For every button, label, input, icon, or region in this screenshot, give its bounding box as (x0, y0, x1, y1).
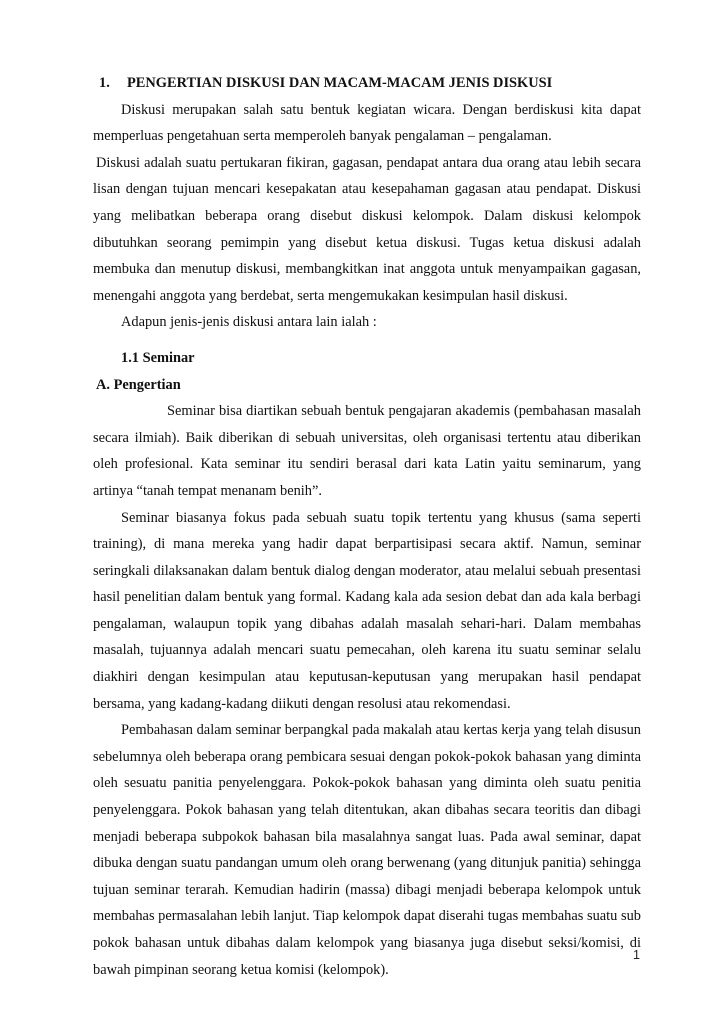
subsection-title: A. Pengertian (96, 376, 181, 393)
main-heading (99, 70, 641, 97)
intro-paragraph-3: Adapun jenis-jenis diskusi antara lain ialah : (121, 314, 377, 331)
body-paragraph-3: Pembahasan dalam seminar berpangkal pada makalah atau kertas kerja yang telah disusun sebelumnya oleh beberapa orang pembicara sesuai dengan pokok-pokok bahasan yang diminta oleh sesuatu panitia penyelenggara. Pokok-pokok bahasan yang diminta oleh suatu penitia penyelenggara. Pokok bahasan yang telah ditentukan, akan dibahas secara teoritis dan dibagi menjadi beberapa subpokok bahasan bila masalahnya sangat luas. Pada awal seminar, dapat dibuka dengan suatu pandangan umum oleh orang berwenang (yang ditunjuk panitia) sehingga tujuan seminar terarah. Kemudian hadirin (massa) dibagi menjadi beberapa kelompok untuk membahas permasalahan lebih lanjut. Tiap kelompok dapat diserahi tugas membahas suatu sub pokok bahasan untuk dibahas dalam kelompok yang biasanya juga disebut seksi/komisi, di bawah pimpinan seorang ketua komisi (kelompok). (93, 722, 641, 978)
heading-number: 1. (99, 75, 110, 91)
page-number: 1 (633, 948, 640, 962)
document-page (93, 70, 641, 983)
body-paragraph-1: Seminar bisa diartikan sebuah bentuk pengajaran akademis (pembahasan masalah secara ilmiah). Baik diberikan di sebuah universitas, oleh organisasi tertentu atau diberikan oleh profesional. Kata seminar itu sendiri berasal dari kata Latin yaitu seminarum, yang artinya “tanah tempat menanam benih”. (93, 403, 641, 499)
intro-paragraph-2: Diskusi adalah suatu pertukaran fikiran, gagasan, pendapat antara dua orang atau lebih secara lisan dengan tujuan mencari kesepakatan atau kesepahaman gagasan atau pendapat. Diskusi yang melibatkan beberapa orang disebut diskusi kelompok. Dalam diskusi kelompok dibutuhkan seorang pemimpin yang disebut ketua diskusi. Tugas ketua diskusi adalah membuka dan menutup diskusi, membangkitkan inat anggota untuk menyampaikan gagasan, menengahi anggota yang berdebat, serta mengemukakan kesimpulan hasil diskusi. (93, 154, 641, 304)
heading-title: PENGERTIAN DISKUSI DAN MACAM-MACAM JENIS DISKUSI (127, 75, 553, 91)
body-paragraph-2: Seminar biasanya fokus pada sebuah suatu topik tertentu yang khusus (sama seperti training), di mana mereka yang hadir dapat berpartisipasi secara aktif. Namun, seminar seringkali dilaksanakan dalam bentuk dialog dengan moderator, atau melalui sebuah presentasi hasil penelitian dalam bentuk yang formal. Kadang kala ada sesion debat dan ada kala berbagi pengalaman, walaupun topik yang dibahas adalah masalah sehari-hari. Dalam membahas masalah, tujuannya adalah mencari suatu pemecahan, oleh karena itu suatu seminar selalu diakhiri dengan kesimpulan atau keputusan-keputusan yang merupakan hasil pendapat bersama, yang kadang-kadang diikuti dengan resolusi atau rekomendasi. (93, 509, 641, 712)
section-title: 1.1 Seminar (121, 349, 195, 366)
intro-paragraph-1: Diskusi merupakan salah satu bentuk kegiatan wicara. Dengan berdiskusi kita dapat memperluas pengetahuan serta memperoleh banyak pengalaman – pengalaman. (93, 101, 641, 145)
